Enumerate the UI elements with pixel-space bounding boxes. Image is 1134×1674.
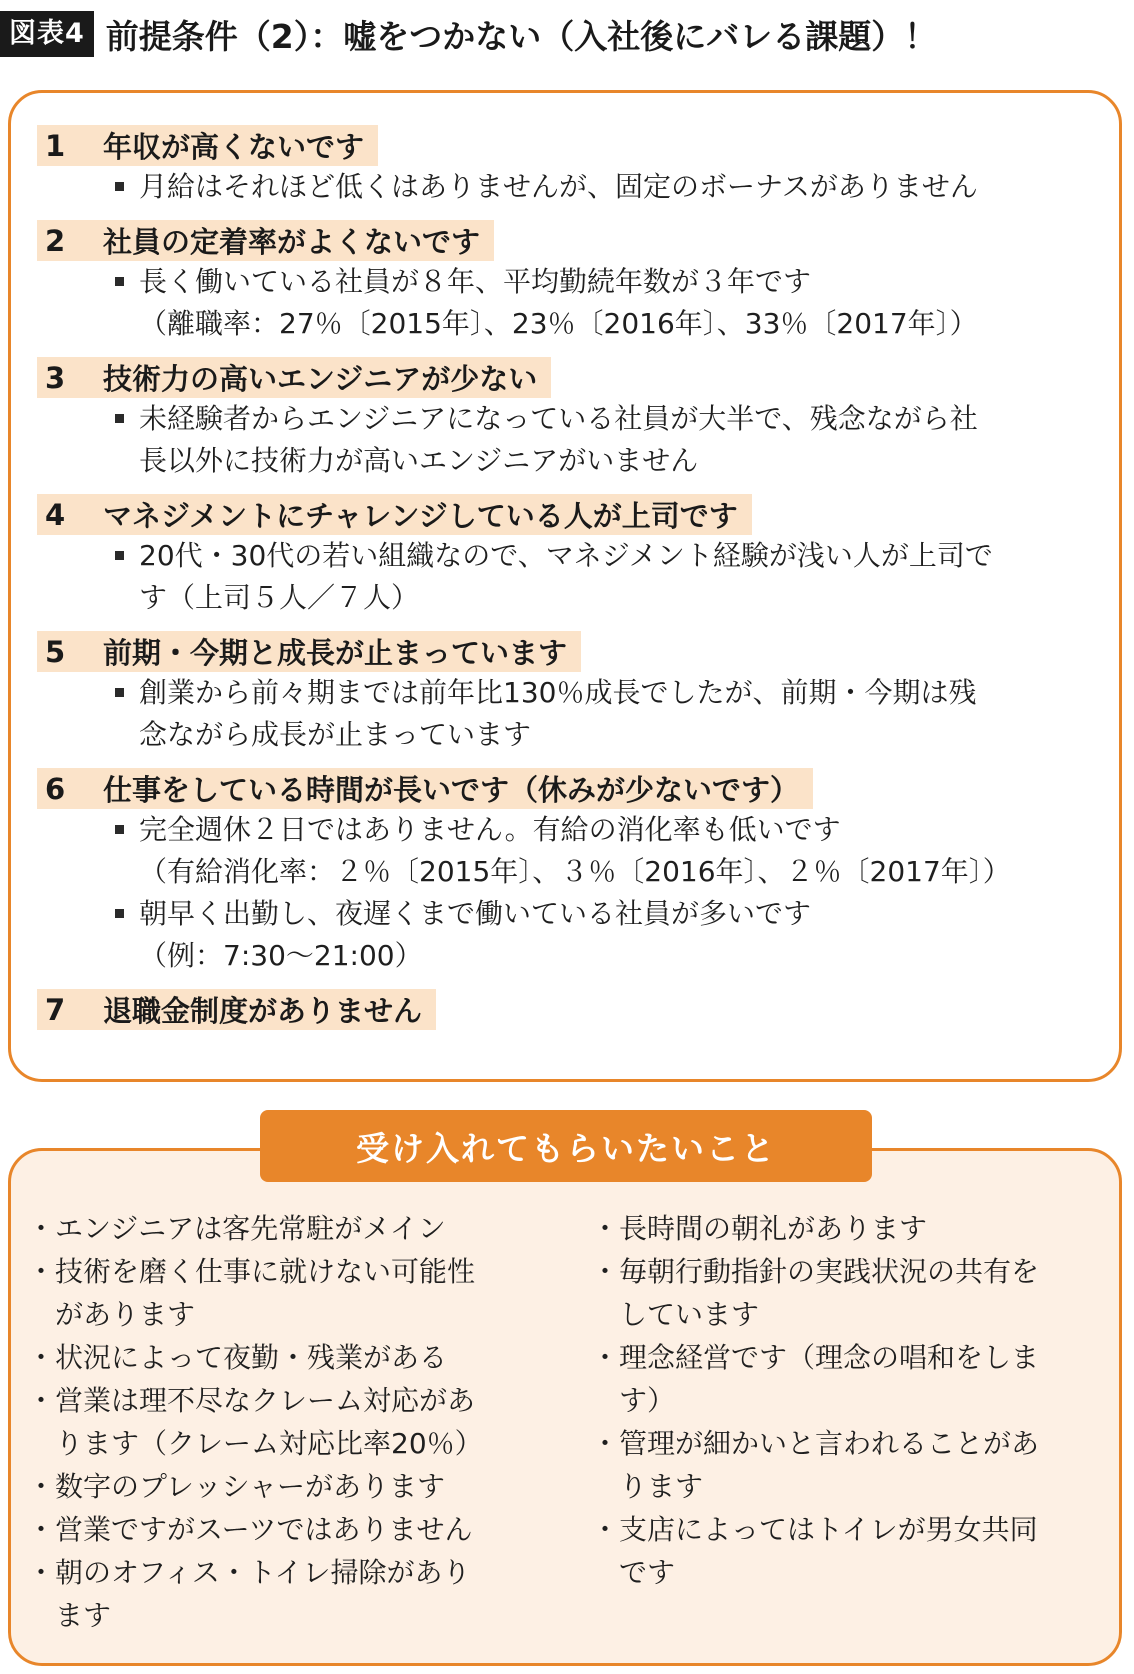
issue-heading [37,631,581,672]
acceptance-item [33,1465,573,1508]
issue-bullet-line: 朝早く出勤し、夜遅くまで働いている社員が多いです [139,897,812,930]
issue-heading-text: 技術力の高いエンジニアが少ない [103,362,538,396]
issue-bullet-line: 長く働いている社員が８年、平均勤続年数が３年です [139,265,812,298]
issue-bullet-line: （離職率：27％〔2015年〕、23％〔2016年〕、33％〔2017年〕） [139,307,978,340]
acceptance-item-line: ・ 数字のプレッシャーがあります [55,1470,446,1503]
issue-bullet-line: 月給はそれほど低くはありませんが、固定のボーナスがありません [139,170,978,203]
issue-heading-text: 退職金制度がありません [103,994,423,1028]
issue-heading [37,357,551,398]
issue-bullet-line: 創業から前々期までは前年比130％成長でしたが、前期・今期は残 [139,676,977,709]
issue-heading [37,494,752,535]
issue-number: 3 [45,360,66,395]
issue-number: 7 [45,992,66,1027]
issue-item [37,220,1099,345]
issue-heading-text: 年収が高くないです [103,130,365,164]
issue-bullet [37,672,1099,756]
acceptance-left-column [33,1207,573,1637]
issue-bullet [37,893,1099,977]
acceptance-item [33,1250,573,1336]
acceptance-item [33,1551,573,1637]
acceptance-item-line: ・ 管理が細かいと言われることがあ [619,1427,1040,1460]
acceptance-item-line: ・ 長時間の朝礼があります [619,1212,928,1245]
acceptance-item [33,1508,573,1551]
issue-number: 6 [45,771,66,806]
issue-bullet-line: 念ながら成長が止まっています [139,718,532,751]
acceptance-item [597,1207,1117,1250]
issue-item [37,631,1099,756]
issue-bullet-line: （有給消化率：２％〔2015年〕、３％〔2016年〕、２％〔2017年〕） [139,855,1011,888]
issue-bullet [37,535,1099,619]
acceptance-item-line: ります [619,1470,704,1503]
acceptance-item-line: ・ 支店によってはトイレが男女共同 [619,1513,1038,1546]
acceptance-item-line: ・ 状況によって夜勤・残業がある [55,1341,448,1374]
acceptance-box [8,1148,1122,1666]
acceptance-item [597,1336,1117,1422]
issue-bullet-line: （例：7:30〜21:00） [139,939,423,972]
issue-bullet-line: す（上司５人／７人） [139,581,420,614]
issue-heading-text: マネジメントにチャレンジしている人が上司です [103,499,738,533]
acceptance-item [597,1508,1117,1594]
acceptance-item [33,1207,573,1250]
issue-number: 2 [45,223,66,258]
issue-heading [37,220,494,261]
figure-header [0,6,937,62]
issue-item [37,125,1099,208]
issue-item [37,989,1099,1030]
issue-heading [37,125,378,166]
acceptance-item-line: ・ 営業ですがスーツではありません [55,1513,473,1546]
issue-heading [37,989,436,1030]
issue-bullet-line: 20代・30代の若い組織なので、マネジメント経験が浅い人が上司で [139,539,993,572]
issue-bullet-line: 長以外に技術力が高いエンジニアがいません [139,444,699,477]
acceptance-item [33,1336,573,1379]
issue-heading-text: 前期・今期と成長が止まっています [103,636,568,670]
issue-number: 5 [45,634,66,669]
issue-item [37,494,1099,619]
acceptance-item-line: ・ 毎朝行動指針の実践状況の共有を [619,1255,1040,1288]
acceptance-item-line: ます [55,1599,112,1632]
issue-bullet [37,261,1099,345]
issue-bullet-line: 未経験者からエンジニアになっている社員が大半で、残念ながら社 [139,402,978,435]
acceptance-item-line: ・ エンジニアは客先常駐がメイン [55,1212,446,1245]
issue-bullet [37,809,1099,893]
acceptance-item-line: しています [619,1298,760,1331]
issue-heading-text: 社員の定着率がよくないです [103,225,481,259]
acceptance-item-line: があります [55,1298,196,1331]
acceptance-item-line: です [619,1556,676,1589]
issue-heading-text: 仕事をしている時間が長いです（休みが少ないです） [103,773,800,807]
acceptance-title: 受け入れてもらいたいこと [260,1110,872,1182]
acceptance-right-column [597,1207,1117,1594]
figure-tag: 図表4 [0,11,94,57]
acceptance-item-line: ・ 営業は理不尽なクレーム対応があ [55,1384,476,1417]
issue-item [37,357,1099,482]
figure-title: 前提条件（2）：嘘をつかない（入社後にバレる課題）！ [105,16,938,56]
issue-item [37,768,1099,977]
acceptance-item-line: ります（クレーム対応比率20％） [55,1427,483,1460]
issue-bullet [37,166,1099,208]
acceptance-item-line: ・ 理念経営です（理念の唱和をしま [619,1341,1040,1374]
acceptance-item [597,1250,1117,1336]
issue-heading [37,768,813,809]
issue-number: 1 [45,128,66,163]
acceptance-item [33,1379,573,1465]
issues-list [37,125,1099,1042]
acceptance-item-line: ・ 技術を磨く仕事に就けない可能性 [55,1255,476,1288]
issues-box [8,90,1122,1082]
issue-bullet-line: 完全週休２日ではありません。有給の消化率も低いです [139,813,841,846]
acceptance-item-line: す） [619,1384,676,1417]
acceptance-item [597,1422,1117,1508]
issue-number: 4 [45,497,66,532]
issue-bullet [37,398,1099,482]
acceptance-item-line: ・ 朝のオフィス・トイレ掃除があり [55,1556,471,1589]
